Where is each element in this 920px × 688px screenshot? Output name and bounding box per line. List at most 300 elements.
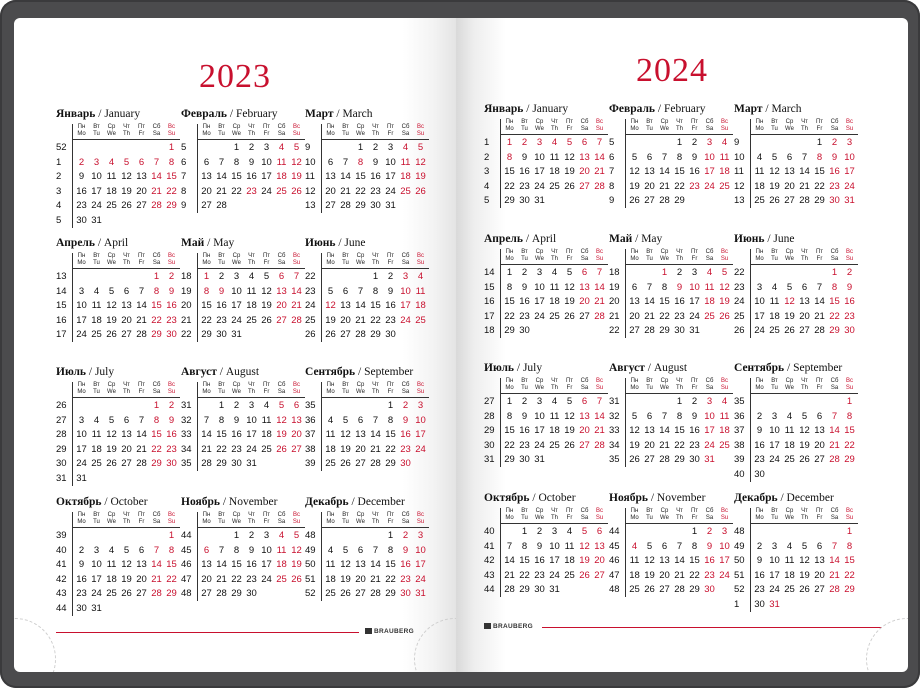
- day-cell: 6: [123, 414, 130, 426]
- holiday-day-cell: 19: [291, 559, 302, 571]
- month-block-july: [56, 366, 179, 488]
- holiday-day-cell: 3: [846, 137, 853, 148]
- weekday-header: Вт Tu: [218, 124, 225, 137]
- week-number: 23: [734, 281, 745, 293]
- month-title: Ноябрь / November: [181, 496, 278, 508]
- day-cell: 9: [233, 414, 240, 426]
- day-cell: 29: [659, 325, 670, 337]
- holiday-day-cell: 9: [168, 285, 175, 297]
- holiday-day-cell: 16: [400, 559, 411, 571]
- weekday-header: Пт Fr: [690, 119, 699, 132]
- day-cell: 16: [231, 429, 242, 441]
- page-right: [456, 18, 908, 672]
- week-number: 15: [484, 281, 495, 293]
- week-number: 17: [56, 329, 67, 341]
- holiday-day-cell: 21: [594, 296, 605, 308]
- holiday-day-cell: 4: [706, 267, 713, 278]
- weekday-header: Чт Th: [550, 119, 558, 132]
- day-cell: 20: [644, 180, 655, 192]
- day-cell: 8: [233, 544, 240, 556]
- day-cell: 1: [676, 396, 683, 407]
- month-name-ru: Июнь: [734, 233, 765, 245]
- holiday-day-cell: 14: [291, 285, 302, 297]
- day-cell: 25: [91, 458, 102, 470]
- month-name-en: July: [94, 366, 115, 378]
- day-cell: 26: [564, 180, 575, 192]
- holiday-day-cell: 21: [151, 185, 162, 197]
- month-block-september: [305, 366, 428, 473]
- weekday-header: Сб Sa: [277, 512, 286, 525]
- day-cell: 7: [676, 540, 683, 552]
- holiday-day-cell: 17: [415, 429, 426, 441]
- day-cell: 5: [108, 414, 115, 426]
- holiday-day-cell: 4: [631, 540, 638, 552]
- weekday-header: Пн Mo: [630, 378, 639, 391]
- holiday-day-cell: 24: [400, 314, 411, 326]
- header-rule: [625, 523, 733, 524]
- day-cell: 20: [814, 439, 825, 451]
- weekday-header: Сб Sa: [152, 382, 161, 395]
- day-cell: 10: [549, 540, 560, 552]
- month-grid: [484, 508, 607, 599]
- day-cell: 22: [659, 310, 670, 322]
- week-number: 7: [181, 171, 187, 183]
- weekday-header: Пт Fr: [815, 508, 824, 521]
- weekday-header: Сб Sa: [401, 512, 410, 525]
- day-cell: 11: [261, 414, 272, 426]
- week-number: 46: [181, 559, 192, 571]
- week-number: 16: [56, 314, 67, 326]
- day-cell: 22: [231, 185, 242, 197]
- weekday-header: Сб Sa: [401, 382, 410, 395]
- weekday-header: Пт Fr: [262, 512, 271, 525]
- weekday-header: Ср We: [356, 253, 365, 266]
- weekday-header: Ср We: [356, 382, 365, 395]
- month-name-ru: Август: [181, 366, 217, 378]
- weekday-header: Сб Sa: [277, 382, 286, 395]
- day-cell: 19: [340, 573, 351, 585]
- holiday-day-cell: 30: [829, 195, 840, 207]
- day-cell: 2: [248, 142, 255, 153]
- day-cell: 14: [136, 300, 147, 312]
- week-number: 52: [734, 584, 745, 596]
- day-cell: 1: [521, 526, 528, 537]
- week-rule: [500, 249, 501, 338]
- day-cell: 7: [218, 544, 225, 556]
- holiday-day-cell: 15: [166, 559, 177, 571]
- day-cell: 29: [674, 454, 685, 466]
- weekday-header: Вс Su: [167, 124, 176, 137]
- day-cell: 11: [549, 281, 560, 293]
- holiday-day-cell: 20: [579, 296, 590, 308]
- weekday-header: Вс Su: [292, 124, 301, 137]
- holiday-day-cell: 23: [166, 443, 177, 455]
- day-cell: 22: [814, 180, 825, 192]
- day-cell: 15: [659, 296, 670, 308]
- week-number: 31: [181, 400, 192, 411]
- holiday-day-cell: 13: [594, 540, 605, 552]
- day-cell: 6: [646, 151, 653, 163]
- day-cell: 12: [769, 166, 780, 178]
- week-rule: [750, 249, 751, 338]
- weekday-header: Пт Fr: [137, 253, 146, 266]
- day-cell: 19: [106, 443, 117, 455]
- week-number: 38: [305, 443, 316, 455]
- month-block-april: [56, 237, 179, 344]
- day-cell: 29: [385, 588, 396, 600]
- weekday-header: Сб Sa: [705, 508, 714, 521]
- holiday-day-cell: 1: [846, 396, 853, 407]
- holiday-day-cell: 8: [816, 151, 823, 163]
- month-title: Март / March: [305, 108, 373, 120]
- holiday-day-cell: 7: [596, 396, 603, 407]
- day-cell: 15: [689, 555, 700, 567]
- weekday-header: Вт Tu: [771, 378, 778, 391]
- holiday-day-cell: 17: [719, 555, 730, 567]
- weekday-header: Ср We: [785, 249, 794, 262]
- weekday-header: Сб Sa: [401, 253, 410, 266]
- holiday-day-cell: 29: [151, 329, 162, 341]
- header-rule: [625, 134, 733, 135]
- week-number: 51: [734, 569, 745, 581]
- month-name-ru: Октябрь: [484, 492, 530, 504]
- day-cell: 17: [76, 314, 87, 326]
- holiday-day-cell: 16: [166, 429, 177, 441]
- holiday-day-cell: 29: [844, 584, 855, 596]
- weekday-header: Пн Mo: [630, 508, 639, 521]
- holiday-day-cell: 16: [400, 429, 411, 441]
- holiday-day-cell: 1: [846, 526, 853, 537]
- holiday-day-cell: 7: [831, 410, 838, 422]
- header-rule: [197, 527, 305, 528]
- weekday-header: Пт Fr: [262, 253, 271, 266]
- month-title: Август / August: [181, 366, 260, 378]
- holiday-day-cell: 11: [276, 156, 287, 168]
- day-cell: 17: [246, 429, 257, 441]
- header-rule: [625, 393, 733, 394]
- day-cell: 31: [534, 195, 545, 207]
- day-cell: 17: [261, 171, 272, 183]
- day-cell: 18: [325, 573, 336, 585]
- weekday-header: Пт Fr: [137, 382, 146, 395]
- holiday-day-cell: 15: [844, 555, 855, 567]
- month-grid: [734, 249, 857, 340]
- month-name-ru: Июнь: [305, 237, 336, 249]
- day-cell: 20: [201, 573, 212, 585]
- day-cell: 5: [566, 267, 573, 278]
- day-cell: 7: [203, 414, 210, 426]
- day-cell: 15: [504, 166, 515, 178]
- holiday-day-cell: 12: [291, 156, 302, 168]
- week-number: 22: [734, 267, 745, 278]
- weekday-header: Сб Sa: [580, 508, 589, 521]
- holiday-day-cell: 14: [594, 410, 605, 422]
- month-block-january: [56, 108, 179, 230]
- week-number: 48: [181, 588, 192, 600]
- month-title: Март / March: [734, 103, 802, 115]
- day-cell: 22: [504, 180, 515, 192]
- month-grid: [484, 119, 607, 210]
- month-title: Декабрь / December: [305, 496, 405, 508]
- week-number: 13: [305, 200, 316, 212]
- week-number: 48: [734, 526, 745, 537]
- day-cell: 3: [263, 142, 270, 153]
- day-cell: 4: [566, 526, 573, 537]
- holiday-day-cell: 25: [415, 314, 426, 326]
- day-cell: 2: [387, 271, 394, 282]
- weekday-header: Вс Su: [167, 253, 176, 266]
- day-cell: 18: [91, 443, 102, 455]
- holiday-day-cell: 12: [415, 156, 426, 168]
- day-cell: 17: [549, 555, 560, 567]
- holiday-day-cell: 19: [291, 171, 302, 183]
- holiday-day-cell: 10: [400, 285, 411, 297]
- day-cell: 31: [549, 584, 560, 596]
- day-cell: 30: [754, 469, 765, 480]
- month-name-en: May: [213, 237, 235, 249]
- day-cell: 17: [534, 296, 545, 308]
- day-cell: 23: [246, 573, 257, 585]
- month-block-march: [305, 108, 428, 215]
- week-number: 37: [734, 425, 745, 437]
- holiday-day-cell: 23: [844, 310, 855, 322]
- day-cell: 22: [355, 185, 366, 197]
- day-cell: 21: [340, 185, 351, 197]
- day-cell: 11: [769, 296, 780, 308]
- day-cell: 13: [644, 425, 655, 437]
- day-cell: 18: [106, 185, 117, 197]
- day-cell: 13: [201, 559, 212, 571]
- weekday-header: Чт Th: [122, 124, 130, 137]
- day-cell: 9: [248, 544, 255, 556]
- holiday-day-cell: 11: [719, 151, 730, 163]
- month-title: Октябрь / October: [56, 496, 148, 508]
- day-cell: 27: [659, 584, 670, 596]
- week-number: 40: [734, 469, 745, 480]
- weekday-header: Вс Su: [595, 378, 604, 391]
- page-left: [14, 18, 456, 672]
- weekday-header: Вс Su: [416, 253, 425, 266]
- holiday-day-cell: 7: [293, 271, 300, 282]
- day-cell: 8: [676, 410, 683, 422]
- week-number: 9: [181, 200, 187, 212]
- day-cell: 27: [201, 588, 212, 600]
- holiday-day-cell: 21: [594, 425, 605, 437]
- holiday-day-cell: 5: [566, 137, 573, 148]
- holiday-day-cell: 2: [402, 400, 409, 411]
- day-cell: 25: [769, 325, 780, 337]
- holiday-day-cell: 28: [594, 180, 605, 192]
- month-name-ru: Ноябрь: [181, 496, 220, 508]
- day-cell: 21: [370, 443, 381, 455]
- weekday-header: Вс Su: [167, 382, 176, 395]
- holiday-day-cell: 18: [719, 166, 730, 178]
- day-cell: 6: [801, 281, 808, 293]
- holiday-day-cell: 23: [400, 573, 411, 585]
- holiday-day-cell: 7: [596, 137, 603, 148]
- day-cell: 11: [784, 555, 795, 567]
- holiday-day-cell: 8: [357, 156, 364, 168]
- weekday-header: Чт Th: [550, 378, 558, 391]
- month-block-october: [56, 496, 179, 618]
- holiday-day-cell: 30: [166, 329, 177, 341]
- week-number: 26: [56, 400, 67, 411]
- day-cell: 10: [231, 285, 242, 297]
- day-cell: 27: [784, 195, 795, 207]
- day-cell: 19: [106, 314, 117, 326]
- day-cell: 8: [233, 156, 240, 168]
- day-cell: 28: [674, 584, 685, 596]
- weekday-header: Вт Tu: [521, 378, 528, 391]
- day-cell: 23: [216, 314, 227, 326]
- holiday-day-cell: 9: [706, 540, 713, 552]
- weekday-header: Сб Sa: [830, 249, 839, 262]
- day-cell: 17: [231, 300, 242, 312]
- month-grid: [609, 508, 732, 599]
- day-cell: 19: [784, 310, 795, 322]
- day-cell: 10: [91, 559, 102, 571]
- holiday-day-cell: 28: [151, 200, 162, 212]
- holiday-day-cell: 31: [415, 588, 426, 600]
- day-cell: 17: [754, 310, 765, 322]
- holiday-day-cell: 10: [719, 540, 730, 552]
- weekday-header: Чт Th: [247, 512, 255, 525]
- week-rule: [321, 512, 322, 601]
- month-block-april: [484, 233, 607, 340]
- holiday-day-cell: 5: [123, 156, 130, 168]
- day-cell: 9: [521, 151, 528, 163]
- day-cell: 4: [327, 544, 334, 556]
- day-cell: 19: [564, 296, 575, 308]
- header-rule: [72, 268, 180, 269]
- weekday-header: Сб Sa: [830, 119, 839, 132]
- weekday-header: Пт Fr: [690, 249, 699, 262]
- day-cell: 19: [340, 443, 351, 455]
- holiday-day-cell: 5: [581, 526, 588, 537]
- day-cell: 28: [504, 584, 515, 596]
- month-grid: [181, 253, 304, 344]
- week-number: 35: [734, 396, 745, 407]
- month-grid: [609, 249, 732, 340]
- weekday-header: Пн Mo: [77, 253, 86, 266]
- month-name-ru: Май: [181, 237, 205, 249]
- week-number: 9: [305, 142, 311, 153]
- day-cell: 30: [216, 329, 227, 341]
- holiday-day-cell: 17: [704, 166, 715, 178]
- day-cell: 9: [756, 425, 763, 437]
- holiday-day-cell: 8: [168, 544, 175, 556]
- day-cell: 1: [691, 526, 698, 537]
- weekday-header: Вс Su: [720, 249, 729, 262]
- brand-logo: BRAUBERG: [484, 623, 533, 630]
- month-title: Октябрь / October: [484, 492, 576, 504]
- weekday-header: Вт Tu: [521, 508, 528, 521]
- day-cell: 12: [121, 171, 132, 183]
- holiday-day-cell: 25: [719, 439, 730, 451]
- weekday-header: Чт Th: [371, 512, 379, 525]
- holiday-day-cell: 7: [596, 267, 603, 278]
- day-cell: 18: [549, 166, 560, 178]
- day-cell: 18: [769, 310, 780, 322]
- month-name-ru: Сентябрь: [305, 366, 356, 378]
- month-name-en: February: [235, 108, 278, 120]
- day-cell: 13: [814, 555, 825, 567]
- day-cell: 28: [201, 458, 212, 470]
- week-number: 42: [484, 555, 495, 567]
- day-cell: 15: [674, 425, 685, 437]
- holiday-day-cell: 30: [844, 325, 855, 337]
- month-title: Апрель / April: [56, 237, 129, 249]
- weekday-header: Вс Su: [292, 382, 301, 395]
- day-cell: 28: [370, 458, 381, 470]
- day-cell: 30: [370, 200, 381, 212]
- day-cell: 31: [91, 603, 102, 614]
- holiday-day-cell: 15: [166, 171, 177, 183]
- day-cell: 13: [121, 300, 132, 312]
- day-cell: 6: [816, 410, 823, 422]
- day-cell: 7: [816, 281, 823, 293]
- day-cell: 16: [519, 296, 530, 308]
- day-cell: 12: [340, 559, 351, 571]
- week-number: 10: [734, 151, 745, 163]
- day-cell: 12: [106, 300, 117, 312]
- holiday-day-cell: 27: [291, 443, 302, 455]
- holiday-day-cell: 22: [844, 569, 855, 581]
- day-cell: 26: [644, 584, 655, 596]
- day-cell: 21: [504, 569, 515, 581]
- holiday-day-cell: 3: [93, 156, 100, 168]
- day-cell: 24: [91, 200, 102, 212]
- month-title: Сентябрь / September: [305, 366, 414, 378]
- day-cell: 27: [121, 329, 132, 341]
- weekday-header: Сб Sa: [277, 124, 286, 137]
- month-name-ru: Июль: [56, 366, 86, 378]
- day-cell: 17: [534, 425, 545, 437]
- holiday-day-cell: 11: [415, 285, 426, 297]
- day-cell: 28: [136, 329, 147, 341]
- day-cell: 20: [121, 314, 132, 326]
- week-number: 5: [56, 215, 62, 226]
- weekday-header: Ср We: [785, 119, 794, 132]
- weekday-header: Сб Sa: [401, 124, 410, 137]
- holiday-day-cell: 28: [594, 310, 605, 322]
- holiday-day-cell: 7: [831, 540, 838, 552]
- week-number: 16: [484, 296, 495, 308]
- week-number: 28: [56, 429, 67, 441]
- day-cell: 29: [216, 458, 227, 470]
- holiday-day-cell: 9: [402, 544, 409, 556]
- weekday-header: Вт Tu: [342, 382, 349, 395]
- holiday-day-cell: 27: [579, 180, 590, 192]
- day-cell: 19: [564, 166, 575, 178]
- day-cell: 2: [233, 400, 240, 411]
- day-cell: 21: [799, 180, 810, 192]
- weekday-header: Пт Fr: [386, 124, 395, 137]
- day-cell: 23: [519, 180, 530, 192]
- year-title-2024: 2024: [636, 52, 708, 89]
- day-cell: 7: [646, 281, 653, 293]
- month-name-ru: Январь: [484, 103, 524, 115]
- day-cell: 5: [631, 151, 638, 163]
- day-cell: 16: [674, 296, 685, 308]
- day-cell: 18: [549, 425, 560, 437]
- holiday-day-cell: 26: [415, 185, 426, 197]
- week-number: 34: [609, 439, 620, 451]
- day-cell: 17: [689, 296, 700, 308]
- week-number: 34: [181, 443, 192, 455]
- day-cell: 2: [691, 396, 698, 407]
- weekday-header: Ср We: [660, 249, 669, 262]
